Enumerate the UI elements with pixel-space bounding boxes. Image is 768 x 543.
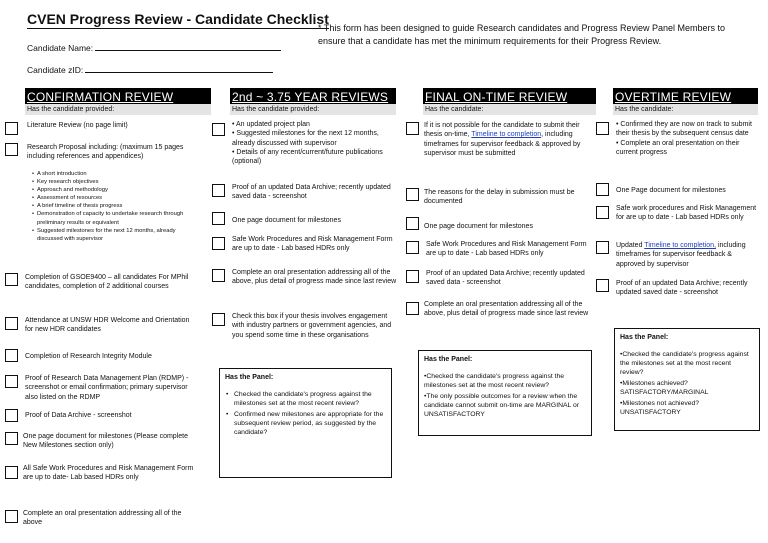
checkbox[interactable] — [406, 188, 419, 201]
checkbox[interactable] — [406, 122, 419, 135]
checkbox[interactable] — [596, 122, 609, 135]
list-item: • Milestones achieved? SATISFACTORY/MARGINAL — [620, 379, 754, 397]
candidate-name-label: Candidate Name: — [27, 43, 94, 53]
checkbox[interactable] — [5, 317, 18, 330]
checklist-item: All Safe Work Procedures and Risk Management Form are up to date- Lab based HDRs only — [5, 464, 195, 483]
column-subheading: Has the candidate: — [423, 104, 596, 115]
checkbox[interactable] — [406, 270, 419, 283]
checkbox[interactable] — [5, 466, 18, 479]
checkbox[interactable] — [596, 206, 609, 219]
checklist-item: Proof of an updated Data Archive; recently updated saved date - screenshot — [596, 279, 762, 298]
column-final-on-time — [423, 88, 596, 115]
checkbox[interactable] — [5, 349, 18, 362]
list-item: • A brief timeline of thesis progress — [32, 202, 200, 210]
list-item: • Approach and methodology — [32, 186, 200, 194]
checkbox[interactable] — [5, 432, 18, 445]
checklist-item: Safe Work Procedures and Risk Management Form are up to date - Lab based HDRs only — [406, 240, 598, 259]
checklist-item: • An updated project plan • Suggested milestones for the next 12 months, already discussed with supervisor • Details of any recent/current/future publications (optional) — [212, 120, 396, 166]
checklist-item: Complete an oral presentation addressing all of the above, plus detail of progress made since last review — [212, 268, 398, 287]
checklist-item: Proof of Research Data Management Plan (RDMP) - screenshot or email confirmation; primary supervisor also listed on the RDMP — [5, 374, 197, 402]
checkbox[interactable] — [5, 510, 18, 523]
checklist-item: Attendance at UNSW HDR Welcome and Orientation for new HDR candidates — [5, 316, 195, 335]
panel-checklist-year-reviews — [219, 368, 392, 478]
checklist-item: One page document for milestones (Please complete New Milestones section only) — [5, 432, 195, 451]
checkbox[interactable] — [212, 123, 225, 136]
checklist-item: One page document for milestones — [212, 212, 396, 225]
column-heading: 2nd ~ 3.75 YEAR REVIEWS — [230, 88, 396, 104]
checklist-item: Research Proposal including: (maximum 15 pages including references and appendices) — [5, 143, 195, 162]
checkbox[interactable] — [596, 279, 609, 292]
list-item: • Checked the candidate's progress against the milestones set at the most recent review? — [620, 350, 754, 377]
checkbox[interactable] — [212, 313, 225, 326]
checklist-item: Proof of Data Archive - screenshot — [5, 408, 195, 420]
checkbox[interactable] — [212, 212, 225, 225]
checkbox[interactable] — [212, 237, 225, 250]
list-item: • Confirmed new milestones are appropriate for the subsequent review period, as suggested by the candidate? — [225, 410, 386, 437]
panel-title: Has the Panel: — [620, 334, 669, 341]
checkbox[interactable] — [5, 273, 18, 286]
checkbox[interactable] — [5, 375, 18, 388]
panel-list — [424, 372, 586, 419]
checklist-item: Completion of GSOE9400 – all candidates For MPhil candidates, completion of 2 additional courses — [5, 273, 203, 292]
checklist-item: One page document for milestones — [406, 217, 596, 231]
page-title: CVEN Progress Review - Candidate Checklist — [27, 11, 329, 27]
timeline-to-completion-link[interactable]: Timeline to completion — [471, 131, 542, 139]
candidate-name-row — [27, 43, 281, 53]
panel-checklist-final-on-time — [418, 350, 592, 436]
checklist-item: Proof of an updated Data Archive; recently updated saved data - screenshot — [212, 183, 396, 202]
checklist-item: If it is not possible for the candidate to submit their thesis on-time, Timeline to completion, including timeframes for supervisor feedback & approved by supervisor must be submitted — [406, 121, 596, 158]
checklist-item: Updated Timeline to completion, including timeframes for supervisor feedback & approved by supervisor — [596, 241, 762, 269]
list-item: • The only possible outcomes for a review when the candidate cannot submit on-time are MARGINAL or UNSATISFACTORY — [424, 392, 586, 419]
list-item: • Assessment of resources — [32, 194, 200, 202]
timeline-to-completion-link[interactable]: Timeline to completion, — [644, 242, 717, 249]
list-item: • Suggested milestones for the next 12 months, already discussed with supervisor — [32, 227, 200, 243]
checklist-item: Complete an oral presentation addressing all of the above — [5, 509, 195, 528]
checkbox[interactable] — [406, 241, 419, 254]
form-note: * This form has been designed to guide Research candidates and Progress Review Panel Members to ensure that a candidate has met the minimum requirements for their Progress Review. — [318, 23, 726, 46]
checkbox[interactable] — [596, 183, 609, 196]
column-heading: CONFIRMATION REVIEW — [25, 88, 211, 104]
list-item: • Milestones not achieved? UNSATISFACTORY — [620, 399, 754, 417]
checkbox[interactable] — [212, 269, 225, 282]
column-confirmation — [25, 88, 211, 115]
checklist-item: Check this box if your thesis involves engagement with industry partners or government agencies, and you spend some time in these organisations — [212, 312, 398, 340]
list-item: • Demonstration of capacity to undertake research through preliminary results or equivalent — [32, 210, 200, 226]
column-heading: OVERTIME REVIEW — [613, 88, 758, 104]
candidate-zid-field[interactable] — [85, 65, 273, 73]
checklist-item: Safe work procedures and Risk Management for are up to date - Lab based HDRs only — [596, 204, 762, 223]
checklist-item: One Page document for milestones — [596, 183, 762, 195]
checkbox[interactable] — [406, 302, 419, 315]
column-year-reviews — [230, 88, 396, 115]
checklist-item: The reasons for the delay in submission must be documented — [406, 188, 596, 207]
checklist-item: Safe Work Procedures and Risk Management Form are up to date - Lab based HDRs only — [212, 235, 398, 254]
panel-list — [620, 350, 754, 417]
column-overtime — [613, 88, 758, 115]
checkbox[interactable] — [596, 241, 609, 254]
proposal-bullet-list — [32, 170, 200, 243]
checkbox[interactable] — [212, 184, 225, 197]
checkbox[interactable] — [406, 217, 419, 230]
list-item: • A short introduction — [32, 170, 200, 178]
column-subheading: Has the candidate provided: — [25, 104, 211, 115]
checklist-item: Completion of Research Integrity Module — [5, 349, 195, 361]
candidate-zid-label: Candidate zID: — [27, 65, 84, 75]
checklist-item: Literature Review (no page limit) — [5, 121, 195, 130]
panel-title: Has the Panel: — [225, 374, 274, 381]
checklist-item: • Confirmed they are now on track to submit their thesis by the subsequent census date • Complete an oral presentation on their current progress — [596, 120, 762, 157]
list-item: • Key research objectives — [32, 178, 200, 186]
panel-checklist-overtime — [614, 328, 760, 431]
column-subheading: Has the candidate provided: — [230, 104, 396, 115]
checklist-item: Complete an oral presentation addressing all of the above, plus detail of progress made since last review — [406, 300, 596, 319]
column-subheading: Has the candidate: — [613, 104, 758, 115]
checkbox[interactable] — [5, 122, 18, 135]
list-item: • Checked the candidate's progress against the milestones set at the most recent review? — [225, 390, 386, 408]
panel-title: Has the Panel: — [424, 356, 473, 363]
checkbox[interactable] — [5, 143, 18, 156]
candidate-zid-row — [27, 65, 273, 75]
panel-list — [225, 390, 386, 437]
list-item: • Checked the candidate's progress against the milestones set at the most recent review? — [424, 372, 586, 390]
column-heading: FINAL ON-TIME REVIEW — [423, 88, 596, 104]
candidate-name-field[interactable] — [95, 43, 281, 51]
checkbox[interactable] — [5, 409, 18, 422]
checklist-item: Proof of an updated Data Archive; recently updated saved data - screenshot — [406, 269, 596, 288]
